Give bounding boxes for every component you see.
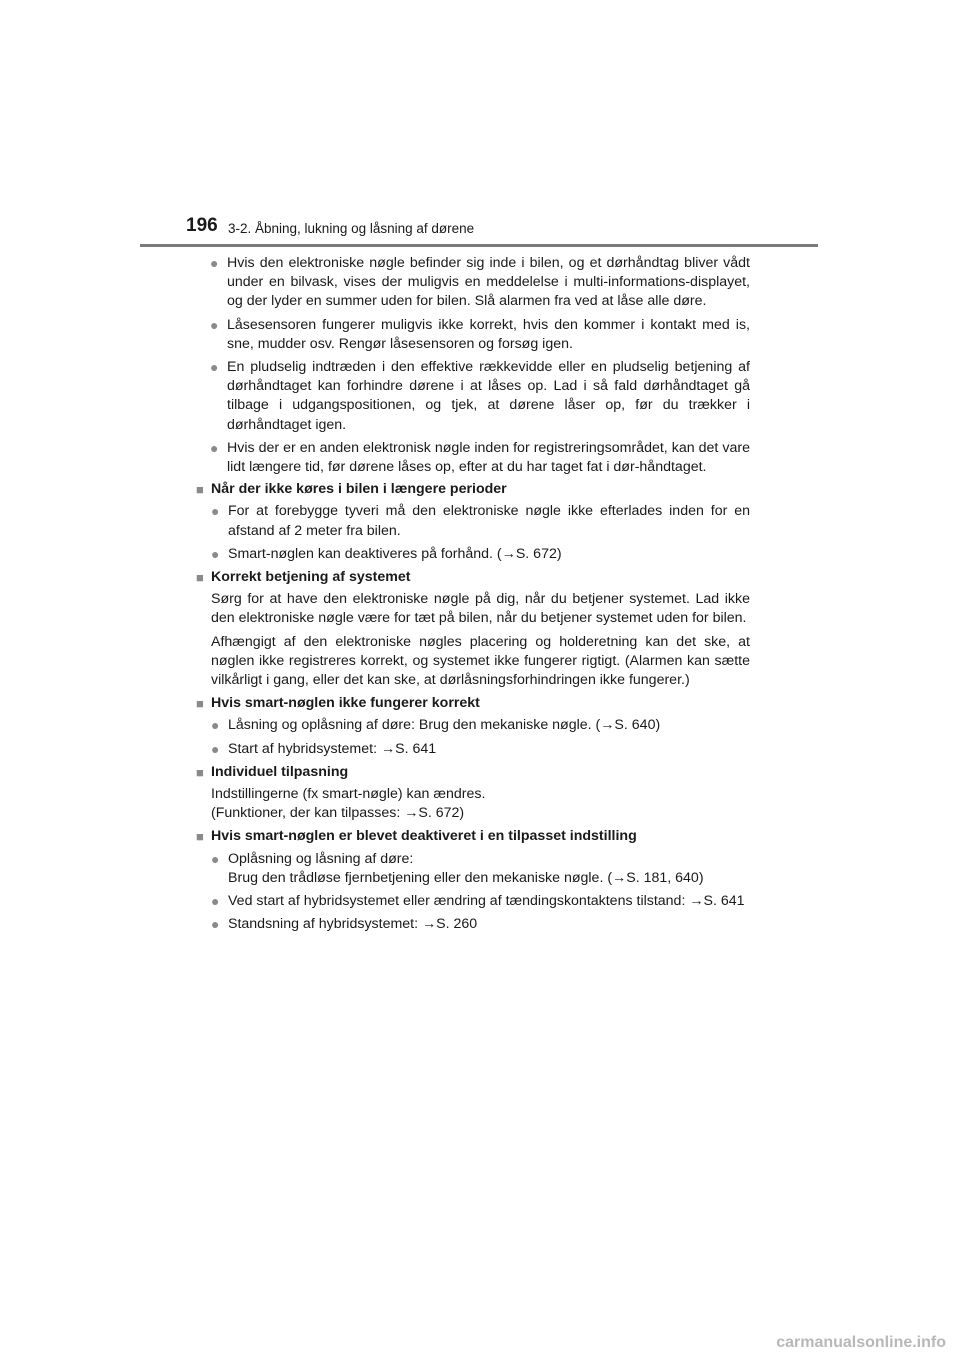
section-correct-operation	[196, 568, 750, 690]
bullet-text: Smart-nøglen kan deaktiveres på forhånd. (→S. 672)	[228, 545, 562, 562]
section-square-icon: ■	[196, 829, 204, 845]
bullet-icon: ●	[210, 255, 219, 271]
section-square-icon: ■	[196, 482, 204, 498]
text-line: Indstillingerne (fx smart-nøgle) kan ændres.	[211, 786, 486, 803]
bullet-icon: ●	[211, 740, 220, 757]
section-long-periods	[196, 480, 750, 564]
list-item	[210, 254, 750, 312]
bullet-text: For at forebygge tyveri må den elektroniske nøgle ikke efterlades inden for en afstand af 2 meter fra bilen.	[228, 503, 750, 539]
bullet-text: Start af hybridsystemet: →S. 641	[228, 740, 437, 757]
section-square-icon: ■	[196, 570, 204, 586]
bullet-text: Hvis den elektroniske nøgle befinder sig inde i bilen, og et dørhåndtag bliver vådt under en bilvask, vises der muligvis en meddelelse i multi-informations-displayet, og der lyder en summer uden for bilen. Slå alarmen fra ved at låse alle døre.	[227, 255, 750, 310]
list-item	[210, 316, 750, 354]
bullet-text: Hvis der er en anden elektronisk nøgle inden for registreringsområdet, kan det vare lidt længere tid, før dørene låses op, efter at du har taget fat i dør-håndtaget.	[227, 439, 750, 476]
bullet-icon: ●	[211, 717, 220, 734]
section-not-working	[196, 694, 750, 759]
text-line: Brug den trådløse fjernbetjening eller den mekaniske nøgle. (→S. 181, 640)	[228, 869, 704, 886]
list-item	[210, 358, 750, 435]
header-rule	[140, 244, 818, 247]
bullet-text: Låsesensoren fungerer muligvis ikke korrekt, hvis den kommer i kontakt med is, sne, mudder osv. Rengør låsesensoren og forsøg igen.	[227, 316, 750, 352]
list-item	[211, 502, 750, 540]
bullet-icon: ●	[210, 359, 219, 376]
section-title: Individuel tilpasning	[211, 763, 349, 780]
page-number: 196	[186, 215, 218, 236]
paragraph: Afhængigt af den elektroniske nøgles placering og holderetning kan det ske, at nøglen ikke registreres korrekt, og systemet ikke fungerer rigtigt. (Alarmen kan sætte vilkårligt i gang, eller det kan ske, at dørlåsningsforhindringen ikke fungerer.)	[211, 633, 750, 689]
section-customization	[196, 763, 750, 824]
section-title: Hvis smart-nøglen ikke fungerer korrekt	[211, 695, 480, 712]
section-title: Korrekt betjening af systemet	[211, 569, 411, 586]
bullet-icon: ●	[211, 503, 220, 520]
paragraph	[211, 785, 750, 823]
list-item	[211, 915, 750, 934]
chapter-title: 3-2. Åbning, lukning og låsning af dørene	[228, 221, 475, 236]
bullet-icon: ●	[211, 893, 220, 910]
list-item	[211, 892, 750, 911]
bullet-icon: ●	[211, 916, 220, 933]
list-item	[211, 740, 750, 759]
page-content	[196, 254, 750, 939]
bullet-icon: ●	[211, 545, 220, 562]
bullet-text: Ved start af hybridsystemet eller ændring af tændingskontaktens tilstand: →S. 641	[228, 893, 745, 910]
list-item	[211, 716, 750, 735]
list-item	[210, 439, 750, 477]
paragraph: Sørg for at have den elektroniske nøgle på dig, når du betjener systemet. Lad ikke den elektroniske nøgle være for tæt på bilen, når du betjener systemet uden for bilen.	[211, 591, 750, 627]
section-title: Når der ikke køres i bilen i længere perioder	[211, 481, 507, 498]
list-item	[211, 545, 750, 564]
bullet-icon: ●	[210, 316, 219, 333]
bullet-text: Standsning af hybridsystemet: →S. 260	[228, 916, 478, 933]
section-title: Hvis smart-nøglen er blevet deaktiveret i en tilpasset indstilling	[211, 828, 637, 845]
bullet-text: En pludselig indtræden i den effektive rækkevidde eller en pludselig betjening af dørhåndtaget kan forhindre dørene i at låses op. Lad i så fald dørhåndtaget gå tilbage i udgangspositionen, og tjek, at dørene låser op, før du trækker i dørhåndtaget igen.	[227, 359, 750, 433]
section-square-icon: ■	[196, 764, 204, 780]
section-deactivated	[196, 827, 750, 934]
list-item	[211, 850, 750, 888]
section-square-icon: ■	[196, 696, 204, 712]
text-line: (Funktioner, der kan tilpasses: →S. 672)	[211, 805, 465, 822]
bullet-text: Låsning og oplåsning af døre: Brug den mekaniske nøgle. (→S. 640)	[228, 717, 661, 734]
text-line: Oplåsning og låsning af døre:	[228, 850, 414, 867]
bullet-icon: ●	[210, 439, 219, 456]
watermark: carmanualsonline.info	[776, 1334, 946, 1351]
bullet-icon: ●	[211, 850, 220, 867]
